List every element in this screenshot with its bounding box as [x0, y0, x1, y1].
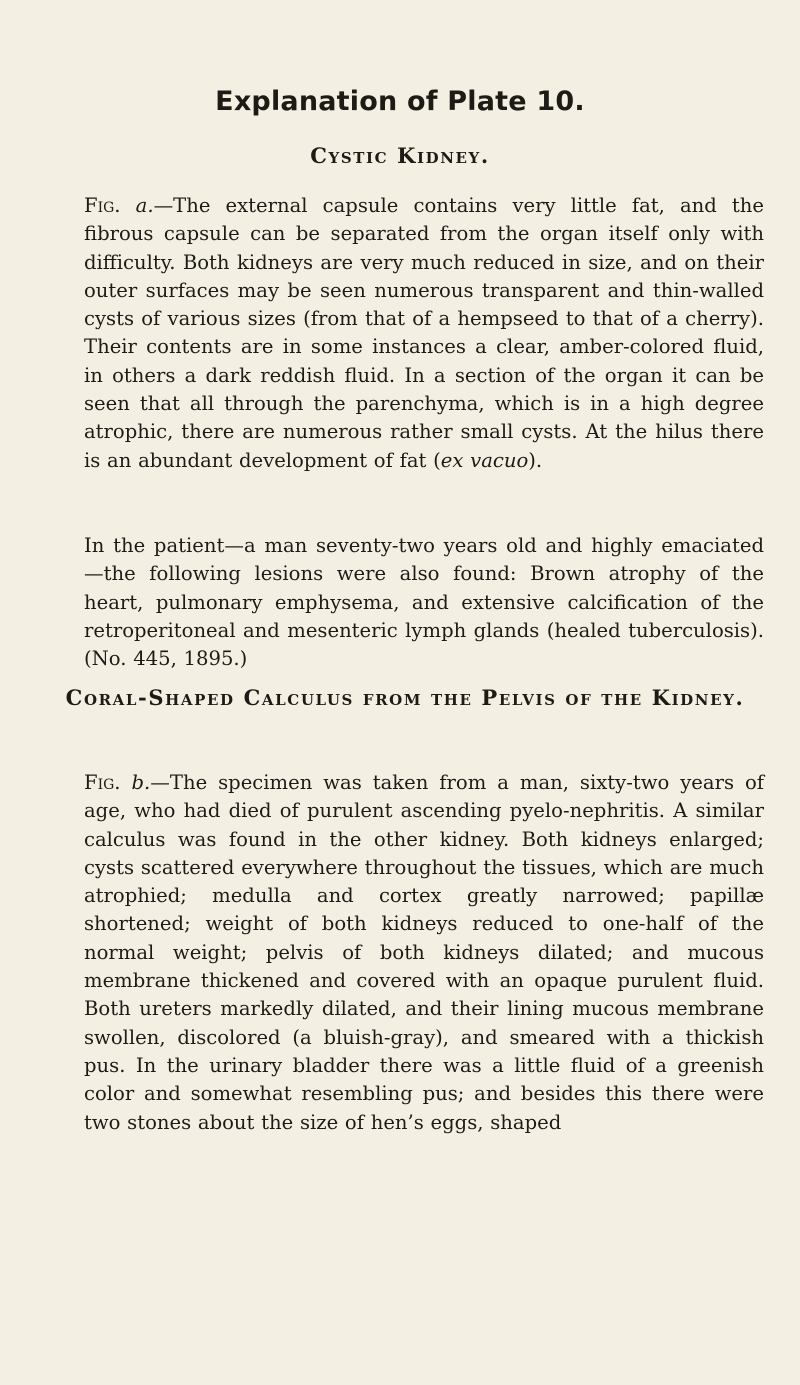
plate-title: Explanation of Plate 10.: [215, 86, 585, 117]
fig-letter: a.: [135, 194, 154, 217]
paragraph-text: —The specimen was taken from a man, sixty-two years of age, who had died of purulent ascending pyelo-nephritis. A similar calculus was found in the other kidney. Both kidneys enlarged; cysts scattered everywhere throughout the tissues, which are much atrophied; medulla and cortex greatly narrowed; papillæ shortened; weight of both kidneys reduced to one-half of the normal weight; pelvis of both kidneys dilated; and mucous membrane thickened and covered with an opaque purulent fluid. Both ureters markedly dilated, and their lining mucous membrane swollen, discolored (a bluish-gray), and smeared with a thickish pus. In the urinary bladder there was a little fluid of a greenish color and somewhat resembling pus; and besides this there were two stones about the size of hen’s eggs, shaped: [84, 771, 764, 1134]
paragraph-fig-b: [84, 769, 764, 1137]
latin-phrase: ex vacuo: [440, 448, 529, 472]
paragraph-text: —The external capsule contains very little fat, and the fibrous capsule can be separated from the organ itself only with difficulty. Both kidneys are very much reduced in size, and on their outer surfaces may be seen numerous transparent and thin-walled cysts of various sizes (from that of a hempseed to that of a cherry). Their contents are in some instances a clear, amber-colored fluid, in others a dark reddish fluid. In a section of the organ it can be seen that all through the parenchyma, which is in a high degree atrophic, there are numerous rather small cysts. At the hilus there is an abundant development of fat (: [84, 194, 764, 472]
fig-letter: b.: [131, 771, 151, 794]
paragraph-fig-a: [84, 192, 764, 475]
section-heading-coral-calculus: Coral-Shaped Calculus from the Pelvis of the Kidney.: [65, 685, 745, 710]
fig-label: Fig.: [84, 771, 121, 794]
fig-label: Fig.: [84, 194, 121, 217]
paragraph-end: ).: [528, 448, 543, 472]
section-heading-cystic-kidney: Cystic Kidney.: [310, 143, 490, 168]
paragraph-patient: In the patient—a man seventy-two years old and highly emaciated—the following lesions were also found: Brown atrophy of the heart, pulmonary emphysema, and extensive calcification of the retroperitoneal and mesenteric lymph glands (healed tuberculosis). (No. 445, 1895.): [84, 534, 764, 671]
